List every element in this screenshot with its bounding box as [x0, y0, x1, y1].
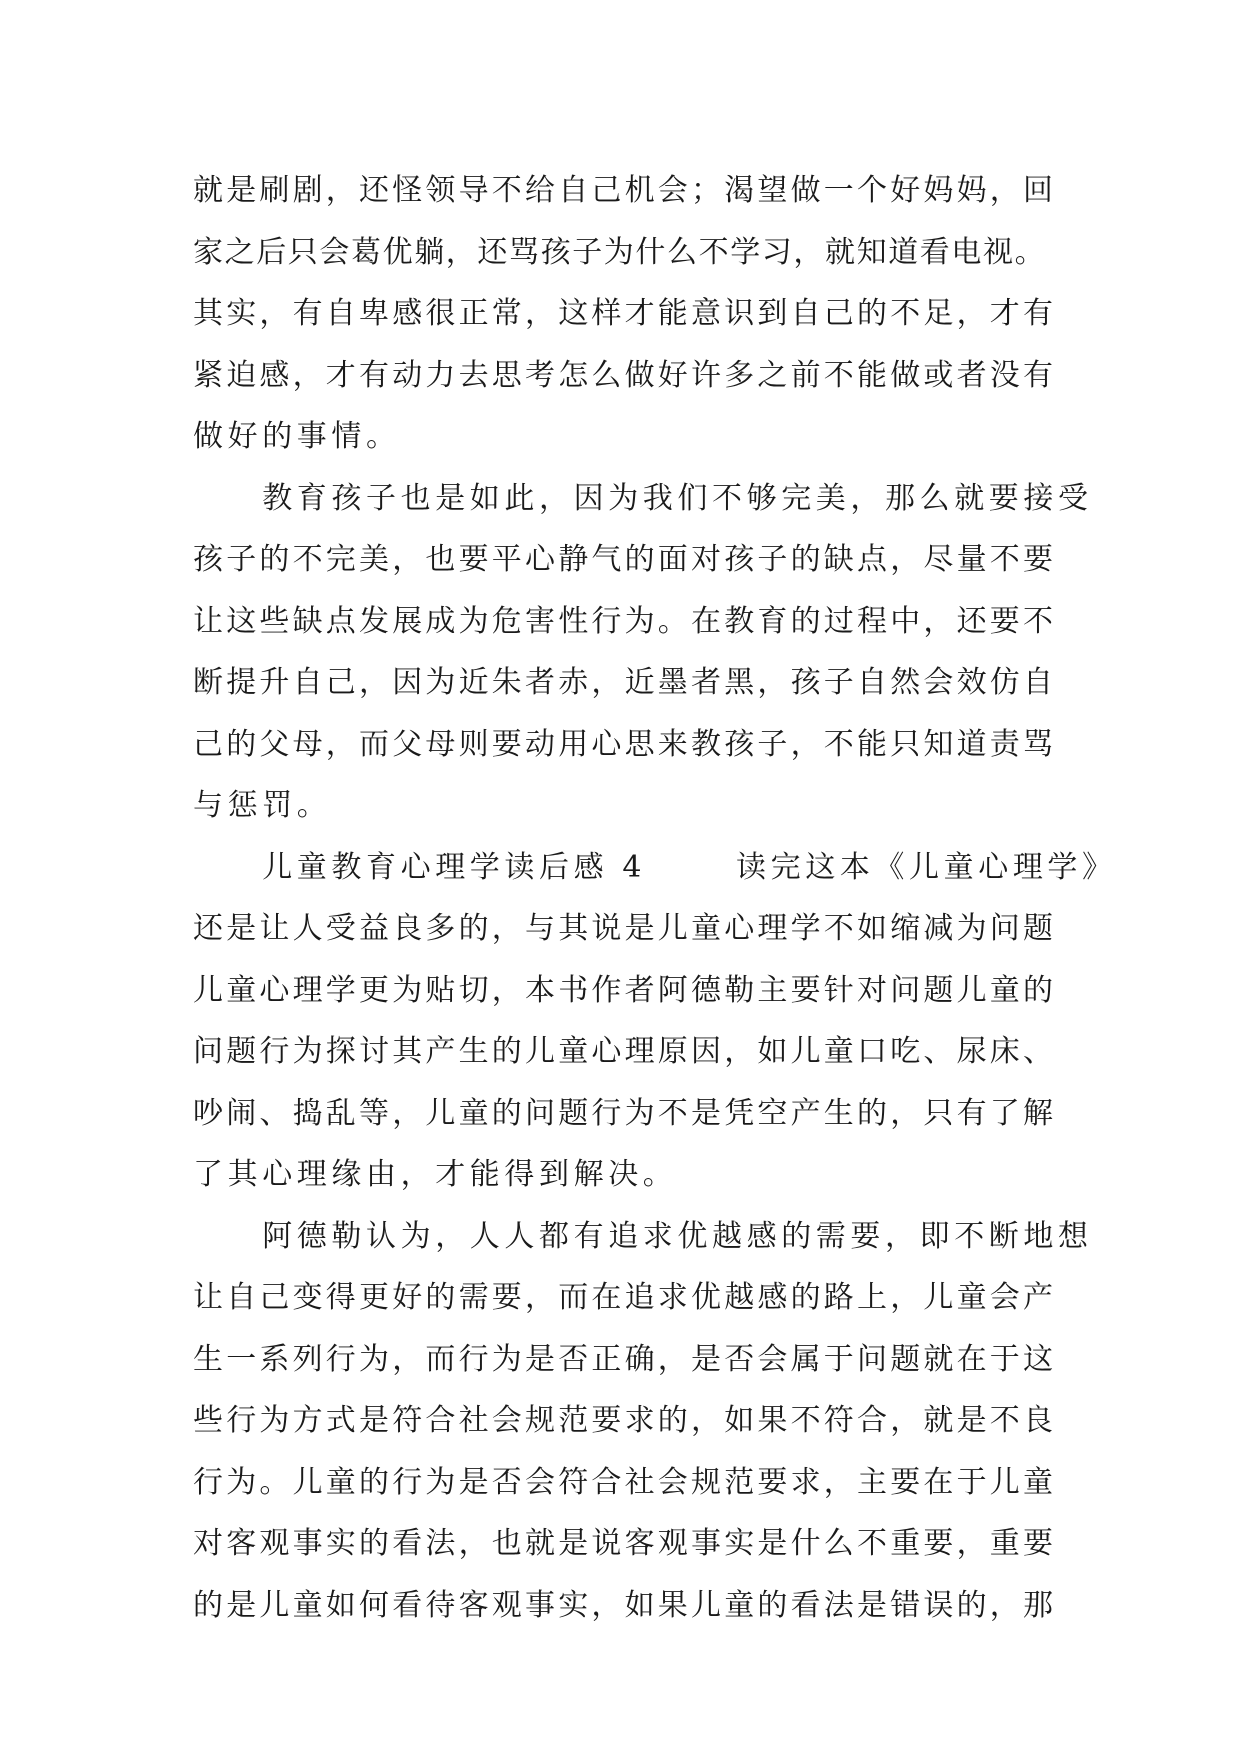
section-heading: 儿童教育心理学读后感 4 — [193, 849, 647, 885]
text-line: 的是儿童如何看待客观事实，如果儿童的看法是错误的，那 — [193, 1587, 1057, 1623]
text-line: 还是让人受益良多的，与其说是儿童心理学不如缩减为问题 — [193, 911, 1057, 946]
text-line: 阿德勒认为，人人都有追求优越感的需要，即不断地想 — [193, 1218, 1093, 1254]
text-line: 做好的事情。 — [193, 419, 401, 454]
text-line: 些行为方式是符合社会规范要求的，如果不符合，就是不良 — [193, 1403, 1057, 1438]
text-line: 行为。儿童的行为是否会符合社会规范要求，主要在于儿童 — [193, 1464, 1057, 1500]
text-line: 家之后只会葛优躺，还骂孩子为什么不学习，就知道看电视。 — [193, 234, 1047, 270]
text-line: 孩子的不完美，也要平心静气的面对孩子的缺点，尽量不要 — [193, 542, 1057, 577]
text-line: 让这些缺点发展成为危害性行为。在教育的过程中，还要不 — [193, 603, 1057, 639]
text-line: 生一系列行为，而行为是否正确，是否会属于问题就在于这 — [193, 1341, 1057, 1377]
text-line: 问题行为探讨其产生的儿童心理原因，如儿童口吃、尿床、 — [193, 1034, 1057, 1069]
text-line: 其实，有自卑感很正常，这样才能意识到自己的不足，才有 — [193, 296, 1057, 331]
text-line: 儿童心理学更为贴切，本书作者阿德勒主要针对问题儿童的 — [193, 972, 1057, 1008]
text-line: 教育孩子也是如此，因为我们不够完美，那么就要接受 — [193, 480, 1093, 516]
text-line: 了其心理缘由，才能得到解决。 — [193, 1157, 678, 1192]
text-line: 吵闹、捣乱等，儿童的问题行为不是凭空产生的，只有了解 — [193, 1095, 1057, 1131]
section-heading-line — [193, 837, 1117, 899]
text-line: 紧迫感，才有动力去思考怎么做好许多之前不能做或者没有 — [193, 357, 1057, 393]
text-line: 对客观事实的看法，也就是说客观事实是什么不重要，重要 — [193, 1526, 1057, 1561]
text-line: 让自己变得更好的需要，而在追求优越感的路上，儿童会产 — [193, 1280, 1057, 1315]
body-text — [193, 160, 1117, 1636]
text-line: 己的父母，而父母则要动用心思来教孩子，不能只知道责骂 — [193, 726, 1057, 762]
heading-continuation: 读完这本《儿童心理学》 — [736, 849, 1117, 885]
text-line: 断提升自己，因为近朱者赤，近墨者黑，孩子自然会效仿自 — [193, 665, 1057, 700]
text-line: 与惩罚。 — [193, 788, 332, 823]
text-line: 就是刷剧，还怪领导不给自己机会；渴望做一个好妈妈，回 — [193, 173, 1057, 208]
